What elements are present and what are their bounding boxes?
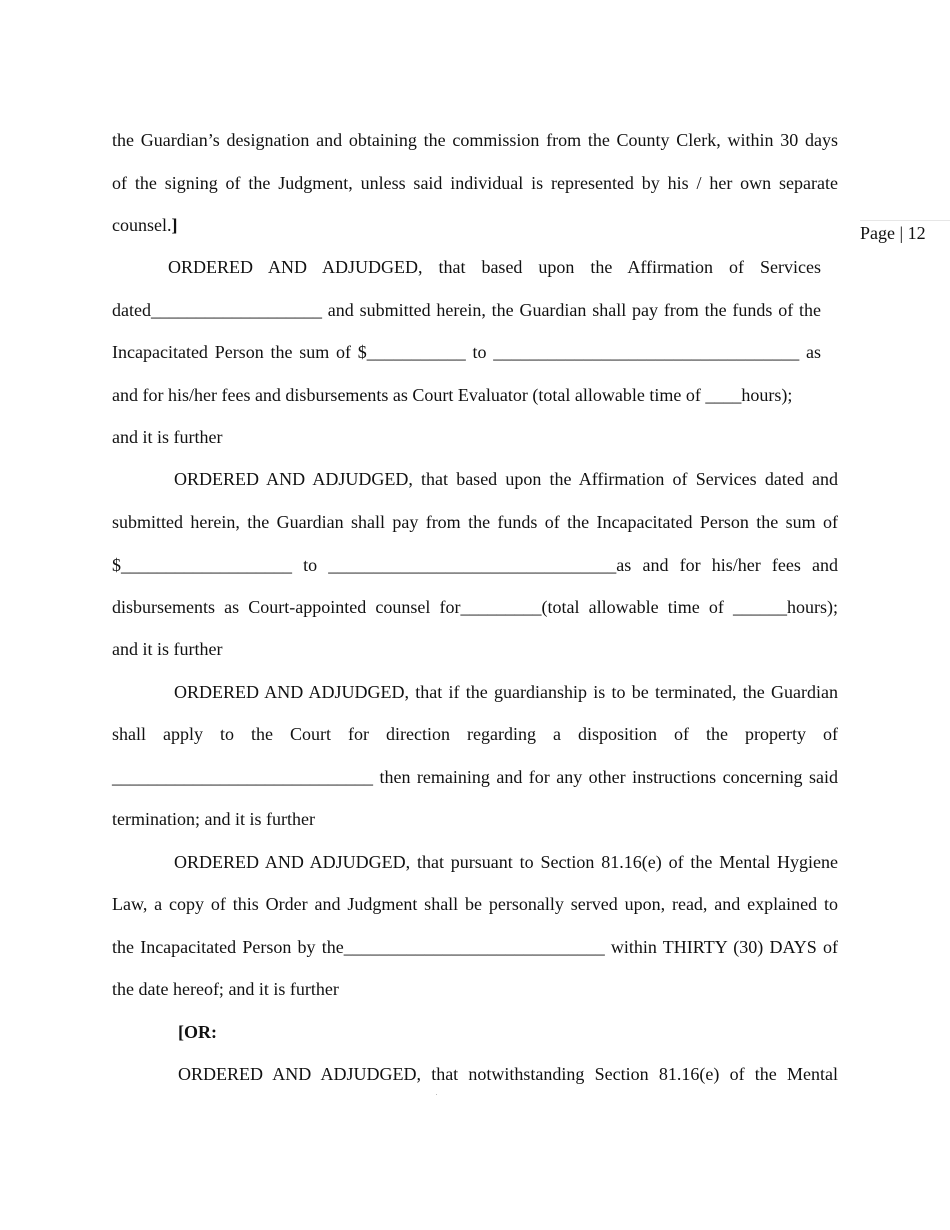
text-line: the Guardian’s designation and obtaining the commission from the County Clerk, within 30 days (112, 130, 838, 150)
text-line: and it is further (112, 639, 223, 659)
text-line: ORDERED AND ADJUDGED, that notwithstanding Section 81.16(e) of the Mental (178, 1064, 838, 1084)
text-line: $___________________ to ________________________________as and for his/her fees and (112, 555, 838, 575)
text-line: ORDERED AND ADJUDGED, that if the guardianship is to be terminated, the Guardian (174, 682, 838, 702)
text-line: Law, a copy of this Order and Judgment shall be personally served upon, read, and explained to (112, 894, 838, 914)
text-line: counsel.] (112, 215, 178, 235)
text-line: ORDERED AND ADJUDGED, that based upon the Affirmation of Services (168, 257, 821, 277)
stray-mark (436, 1094, 437, 1095)
text-line: ORDERED AND ADJUDGED, that pursuant to Section 81.16(e) of the Mental Hygiene (174, 852, 838, 872)
text-line: the date hereof; and it is further (112, 979, 339, 999)
text-line: termination; and it is further (112, 809, 315, 829)
text-line: _____________________________ then remaining and for any other instructions concerning said (112, 767, 838, 787)
text-line: Incapacitated Person the sum of $___________ to __________________________________ as (112, 342, 821, 362)
text-line: and it is further (112, 427, 223, 447)
text-line: shall apply to the Court for direction regarding a disposition of the property of (112, 724, 838, 744)
or-heading: [OR: (178, 1022, 217, 1042)
text-line: dated___________________ and submitted herein, the Guardian shall pay from the funds of the (112, 300, 821, 320)
closing-bracket: ] (171, 215, 178, 235)
text-line: of the signing of the Judgment, unless said individual is represented by his / her own separate (112, 173, 838, 193)
page-number: Page | 12 (860, 220, 950, 244)
text-line: disbursements as Court-appointed counsel for_________(total allowable time of ______hours); (112, 597, 838, 617)
text-line: submitted herein, the Guardian shall pay from the funds of the Incapacitated Person the sum of (112, 512, 838, 532)
text-line: the Incapacitated Person by the_____________________________ within THIRTY (30) DAYS of (112, 937, 838, 957)
text-line: and for his/her fees and disbursements as Court Evaluator (total allowable time of ____hours); (112, 385, 793, 405)
text-line: ORDERED AND ADJUDGED, that based upon the Affirmation of Services dated and (174, 469, 838, 489)
